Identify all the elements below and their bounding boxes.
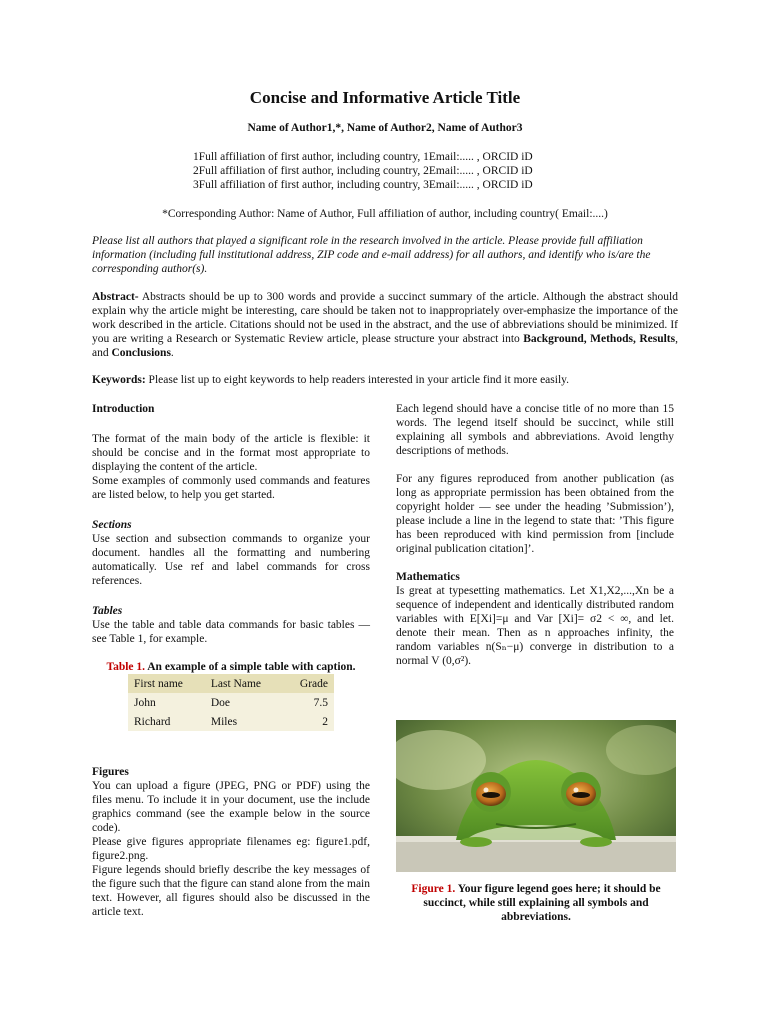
keywords-label: Keywords: [92, 374, 146, 386]
abstract [92, 290, 678, 360]
affiliation-1: 1Full affiliation of first author, including country, 1Email:..... , ORCID iD [193, 151, 533, 163]
author-note: Please list all authors that played a significant role in the research involved in the article. Please provide full affiliation information (including full institutional address, ZIP code and e-mail address) for all authors, and identify who is/are the corresponding author(s). [92, 235, 651, 275]
abstract-mid: , and [92, 333, 678, 359]
frog-image [396, 720, 676, 872]
introduction-paragraph-2: Some examples of commonly used commands and features are listed below, to help you get started. [92, 475, 370, 501]
corresponding-author: *Corresponding Author: Name of Author, Full affiliation of author, including country( Email:....) [162, 208, 608, 220]
table-cell: Miles [205, 712, 283, 731]
introduction-heading: Introduction [92, 403, 155, 415]
mathematics-paragraph: Is great at typesetting mathematics. Let X1,X2,...,Xn be a sequence of independent and identically distributed random variables with E[Xi]=μ and Var [Xi]= σ2 < ∞, and let. denote their mean. Then as n approaches infinity, the random variables n(Sₙ−μ) converge in distribution to a normal V (0,σ²). [396, 585, 674, 667]
figure-caption-label: Figure 1. [411, 883, 456, 895]
legend-paragraph-2: For any figures reproduced from another publication (as long as appropriate permission has been obtained from the copyright holder — see under the heading ’Submission’), please include a line in the legend to state that: ’This figure has been reproduced with kind permission from [include original publication citation]’. [396, 473, 674, 555]
figures-paragraph-2: Please give figures appropriate filenames eg: figure1.pdf, figure2.png. [92, 836, 370, 862]
tables-heading: Tables [92, 605, 123, 617]
table-caption-label: Table 1. [106, 661, 146, 673]
table-cell: 7.5 [283, 693, 334, 712]
table-cell: John [128, 693, 205, 712]
affiliation-3: 3Full affiliation of first author, including country, 3Email:..... , ORCID iD [193, 179, 533, 191]
table-cell: 2 [283, 712, 334, 731]
table-cell: Doe [205, 693, 283, 712]
table-header-row [128, 674, 334, 693]
affiliations [193, 150, 533, 192]
table-row [128, 712, 334, 731]
abstract-end: . [170, 347, 174, 359]
sections-paragraph: Use section and subsection commands to organize your document. handles all the formatting and numbering automatically. Use ref and label commands for cross references. [92, 533, 370, 587]
table-caption [92, 660, 370, 674]
legend-paragraph-1: Each legend should have a concise title of no more than 15 words. The legend itself should be succinct, while still explaining all symbols and abbreviations. Avoid lengthy descriptions of methods. [396, 403, 674, 457]
frog-photo [396, 720, 676, 872]
tables-paragraph: Use the table and table data commands for basic tables — see Table 1, for example. [92, 619, 370, 645]
table-caption-text: An example of a simple table with caption. [145, 661, 356, 673]
table-header: First name [128, 674, 205, 693]
abstract-bold-1: Background, Methods, Results [523, 333, 676, 345]
introduction-paragraph-1: The format of the main body of the article is flexible: it should be concise and in the format most appropriate to displaying the content of the article. [92, 433, 370, 473]
article-title: Concise and Informative Article Title [249, 88, 521, 107]
keywords [92, 374, 678, 386]
author-list: Name of Author1,*, Name of Author2, Name of Author3 [247, 122, 523, 134]
figure-caption-text: Your figure legend goes here; it should be succinct, while still explaining all symbols and abbreviations. [423, 883, 661, 923]
left-column [92, 402, 370, 919]
example-table [128, 674, 334, 731]
figures-heading: Figures [92, 766, 129, 778]
table-row [128, 693, 334, 712]
right-column [396, 402, 674, 668]
figures-paragraph-3: Figure legends should briefly describe the key messages of the figure such that the figure can stand alone from the main text. However, all figures should also be discussed in the article text. [92, 864, 370, 918]
figure-caption [396, 882, 676, 924]
abstract-text: Abstracts should be up to 300 words and provide a succinct summary of the article. Although the abstract should explain why the article might be interesting, care should be taken not to inappropriately over-emphasize the importance of the work described in the article. Citations should not be used in the abstract, and the use of abbreviations should be minimized. If you are writing a Research or Systematic Review article, please structure your abstract into [92, 291, 678, 345]
abstract-bold-2: Conclusions [111, 347, 171, 359]
abstract-label: Abstract- [92, 291, 139, 303]
affiliation-2: 2Full affiliation of first author, including country, 2Email:..... , ORCID iD [193, 165, 533, 177]
figures-paragraph-1: You can upload a figure (JPEG, PNG or PDF) using the files menu. To include it in your document, use the include graphics command (see the example below in the source code). [92, 780, 370, 834]
keywords-text: Please list up to eight keywords to help readers interested in your article find it more easily. [145, 374, 570, 386]
table-header: Grade [283, 674, 334, 693]
table-header: Last Name [205, 674, 283, 693]
mathematics-heading: Mathematics [396, 571, 460, 583]
sections-heading: Sections [92, 519, 132, 531]
table-cell: Richard [128, 712, 205, 731]
